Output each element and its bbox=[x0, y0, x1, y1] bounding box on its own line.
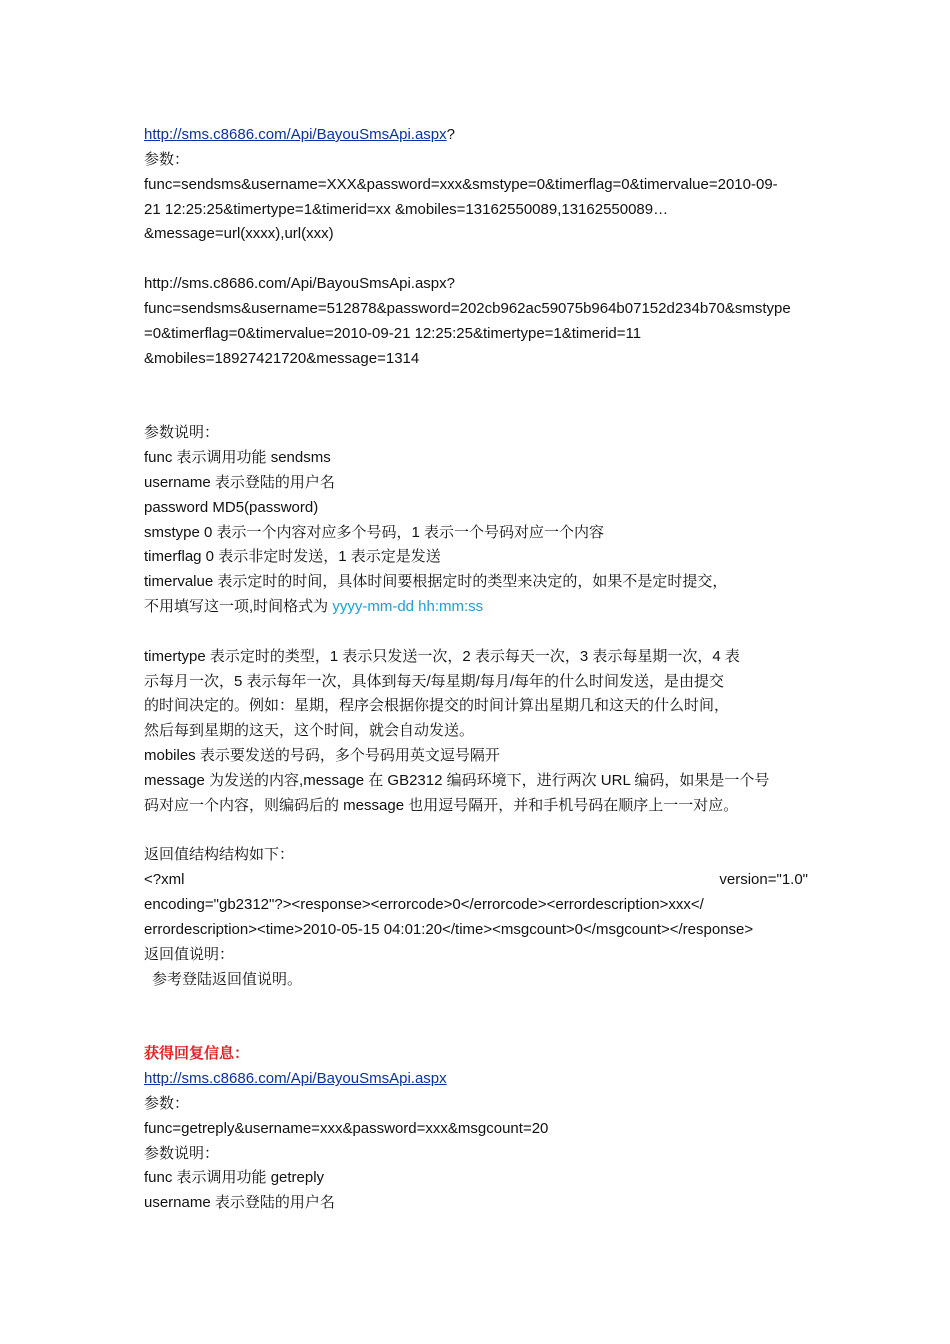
return-xml-right: version="1.0" bbox=[719, 871, 808, 889]
example-line-1: http://sms.c8686.com/Api/BayouSmsApi.aspx? bbox=[144, 275, 455, 293]
example-line-2: func=sendsms&username=512878&password=202cb962ac59075b964b07152d234b70&smstype bbox=[144, 299, 791, 317]
document-body bbox=[144, 123, 808, 1216]
send-params-line-1: func=sendsms&username=XXX&password=xxx&smstype=0&timerflag=0&timervalue=2010-09- bbox=[144, 175, 778, 193]
get-reply-desc-func: func 表示调用功能 getreply bbox=[144, 1169, 325, 1187]
example-line-4: &mobiles=18927421720&message=1314 bbox=[144, 349, 420, 367]
param-desc-timertype-1: timertype 表示定时的类型，1 表示只发送一次，2 表示每天一次，3 表示每星期一次，4 表 bbox=[144, 647, 740, 665]
send-params-label: 参数： bbox=[144, 150, 190, 168]
param-desc-message-2: 码对应一个内容，则编码后的 message 也用逗号隔开，并和手机号码在顺序上一一对应。 bbox=[144, 796, 739, 814]
get-reply-url-line bbox=[144, 1067, 808, 1092]
param-desc-timertype-2: 示每月一次，5 表示每年一次，具体到每天/每星期/每月/每年的什么时间发送，是由提交 bbox=[144, 672, 725, 690]
spacer bbox=[144, 620, 808, 645]
spacer bbox=[144, 371, 808, 396]
param-desc-smstype: smstype 0 表示一个内容对应多个号码，1 表示一个号码对应一个内容 bbox=[144, 523, 605, 541]
param-desc-mobiles: mobiles 表示要发送的号码，多个号码用英文逗号隔开 bbox=[144, 747, 500, 765]
return-desc-label: 返回值说明： bbox=[144, 945, 235, 963]
spacer bbox=[144, 396, 808, 421]
return-xml-line-3: errordescription><time>2010-05-15 04:01:20</time><msgcount>0</msgcount></response> bbox=[144, 921, 754, 938]
get-reply-heading: 获得回复信息： bbox=[144, 1045, 250, 1063]
get-reply-url-link[interactable]: http://sms.c8686.com/Api/BayouSmsApi.aspx bbox=[144, 1070, 447, 1088]
spacer bbox=[144, 819, 808, 844]
param-desc-timervalue-1: timervalue 表示定时的时间，具体时间要根据定时的类型来决定的，如果不是定时提交， bbox=[144, 573, 728, 591]
send-api-url-line bbox=[144, 123, 808, 148]
return-xml-left: <?xml bbox=[144, 871, 185, 889]
param-desc-timertype-4: 然后每到星期的这天，这个时间，就会自动发送。 bbox=[144, 722, 475, 740]
send-api-url-suffix: ? bbox=[446, 126, 455, 143]
param-desc-password: password MD5(password) bbox=[144, 498, 319, 516]
return-xml-line-1 bbox=[144, 868, 808, 893]
send-params-line-2: 21 12:25:25&timertype=1&timerid=xx &mobiles=13162550089,13162550089… bbox=[144, 200, 669, 218]
param-desc-username: username 表示登陆的用户名 bbox=[144, 473, 335, 491]
param-desc-timervalue-2 bbox=[144, 595, 808, 620]
return-structure-label: 返回值结构结构如下： bbox=[144, 846, 295, 864]
param-desc-func: func 表示调用功能 sendsms bbox=[144, 448, 331, 466]
return-xml-line-2: encoding="gb2312"?><response><errorcode>0</errorcode><errordescription>xxx</ bbox=[144, 896, 704, 914]
timervalue-text: 不用填写这一项,时间格式为 bbox=[144, 598, 333, 616]
spacer bbox=[144, 1017, 808, 1042]
get-reply-params-label: 参数： bbox=[144, 1094, 190, 1112]
send-api-url-link[interactable]: http://sms.c8686.com/Api/BayouSmsApi.aspx bbox=[144, 126, 447, 143]
spacer bbox=[144, 247, 808, 272]
get-reply-desc-username: username 表示登陆的用户名 bbox=[144, 1194, 335, 1212]
time-format-highlight: yyyy-mm-dd hh:mm:ss bbox=[332, 598, 484, 616]
example-line-3: =0&timerflag=0&timervalue=2010-09-21 12:25:25&timertype=1&timerid=11 bbox=[144, 324, 642, 342]
param-desc-label: 参数说明： bbox=[144, 424, 220, 442]
spacer bbox=[144, 993, 808, 1018]
return-desc-text: 参考登陆返回值说明。 bbox=[152, 970, 303, 988]
param-desc-timertype-3: 的时间决定的。例如：星期，程序会根据你提交的时间计算出星期几和这天的什么时间， bbox=[144, 697, 730, 715]
send-params-line-3: &message=url(xxxx),url(xxx) bbox=[144, 225, 334, 243]
param-desc-timerflag: timerflag 0 表示非定时发送，1 表示定是发送 bbox=[144, 548, 441, 566]
get-reply-params: func=getreply&username=xxx&password=xxx&msgcount=20 bbox=[144, 1119, 549, 1137]
param-desc-message-1: message 为发送的内容,message 在 GB2312 编码环境下，进行两次 URL 编码，如果是一个号 bbox=[144, 771, 770, 789]
get-reply-desc-label: 参数说明： bbox=[144, 1144, 220, 1162]
